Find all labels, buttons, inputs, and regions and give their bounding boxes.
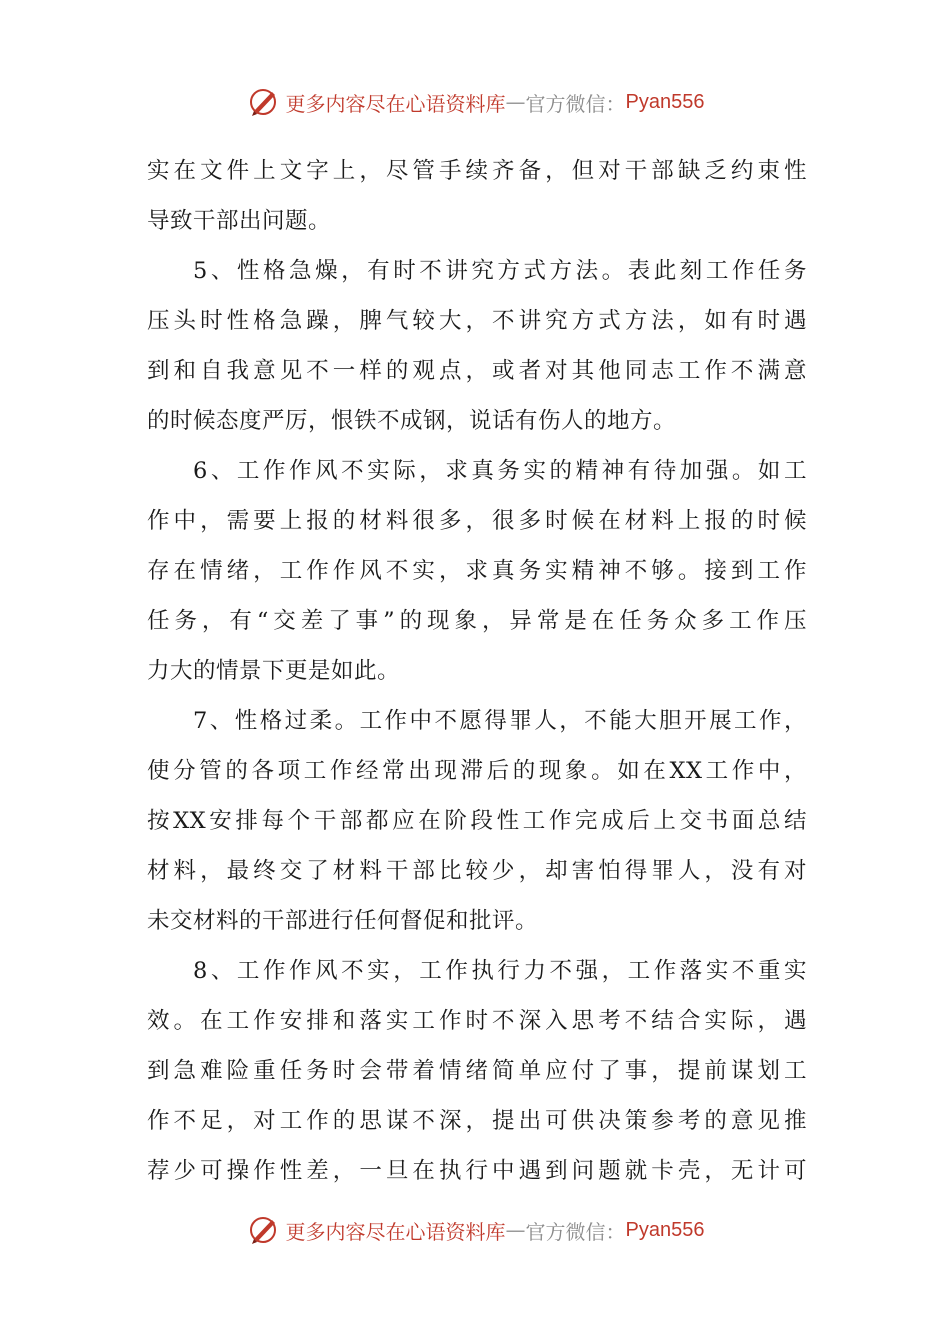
text-line: 力大的情景下更是如此。 [147, 658, 401, 684]
text-line: 任务，有“交差了事”的现象，异常是在任务众多工作压 [147, 608, 807, 634]
pen-logo-icon [246, 84, 282, 120]
header-watermark [0, 82, 950, 122]
text-line: 压头时性格急躁，脾气较大，不讲究方式方法，如有时遇 [147, 308, 807, 334]
watermark-label: 官方微信： [525, 1219, 626, 1244]
watermark-id: Pyan556 [625, 90, 705, 113]
text-line: 荐少可操作性差，一旦在执行中遇到问题就卡壳，无计可 [147, 1158, 807, 1184]
pen-logo-icon [246, 1212, 282, 1248]
text-line: 按XX安排每个干部都应在阶段性工作完成后上交书面总结 [147, 808, 807, 834]
text-line: 7、性格过柔。工作中不愿得罪人，不能大胆开展工作， [193, 708, 807, 734]
watermark-dash: — [505, 90, 526, 114]
text-line: 效。在工作安排和落实工作时不深入思考不结合实际，遇 [147, 1008, 807, 1034]
text-line: 5、性格急燥，有时不讲究方式方法。表此刻工作任务 [193, 258, 807, 284]
watermark-main-text: 更多内容尽在心语资料库 [285, 1219, 506, 1244]
watermark-label: 官方微信： [525, 91, 626, 116]
text-line: 8、工作作风不实，工作执行力不强，工作落实不重实 [193, 958, 807, 984]
text-line: 到急难险重任务时会带着情绪简单应付了事，提前谋划工 [147, 1058, 807, 1084]
text-line: 导致干部出问题。 [147, 208, 332, 234]
watermark-id: Pyan556 [625, 1218, 705, 1241]
text-line: 材料，最终交了材料干部比较少，却害怕得罪人，没有对 [147, 858, 807, 884]
watermark-dash: — [505, 1218, 526, 1242]
text-line: 作中，需要上报的材料很多，很多时候在材料上报的时候 [147, 508, 807, 534]
text-line: 实在文件上文字上，尽管手续齐备，但对干部缺乏约束性 [147, 158, 807, 184]
document-body [147, 146, 807, 1196]
text-line: 6、工作作风不实际，求真务实的精神有待加强。如工 [193, 458, 807, 484]
watermark-main-text: 更多内容尽在心语资料库 [285, 91, 506, 116]
text-line: 到和自我意见不一样的观点，或者对其他同志工作不满意 [147, 358, 807, 384]
text-line: 的时候态度严厉，恨铁不成钢，说话有伤人的地方。 [147, 408, 677, 434]
text-line: 存在情绪，工作作风不实，求真务实精神不够。接到工作 [147, 558, 807, 584]
footer-watermark [0, 1210, 950, 1250]
text-line: 未交材料的干部进行任何督促和批评。 [147, 908, 539, 934]
text-line: 作不足，对工作的思谋不深，提出可供决策参考的意见推 [147, 1108, 807, 1134]
text-line: 使分管的各项工作经常出现滞后的现象。如在XX工作中， [147, 758, 807, 784]
